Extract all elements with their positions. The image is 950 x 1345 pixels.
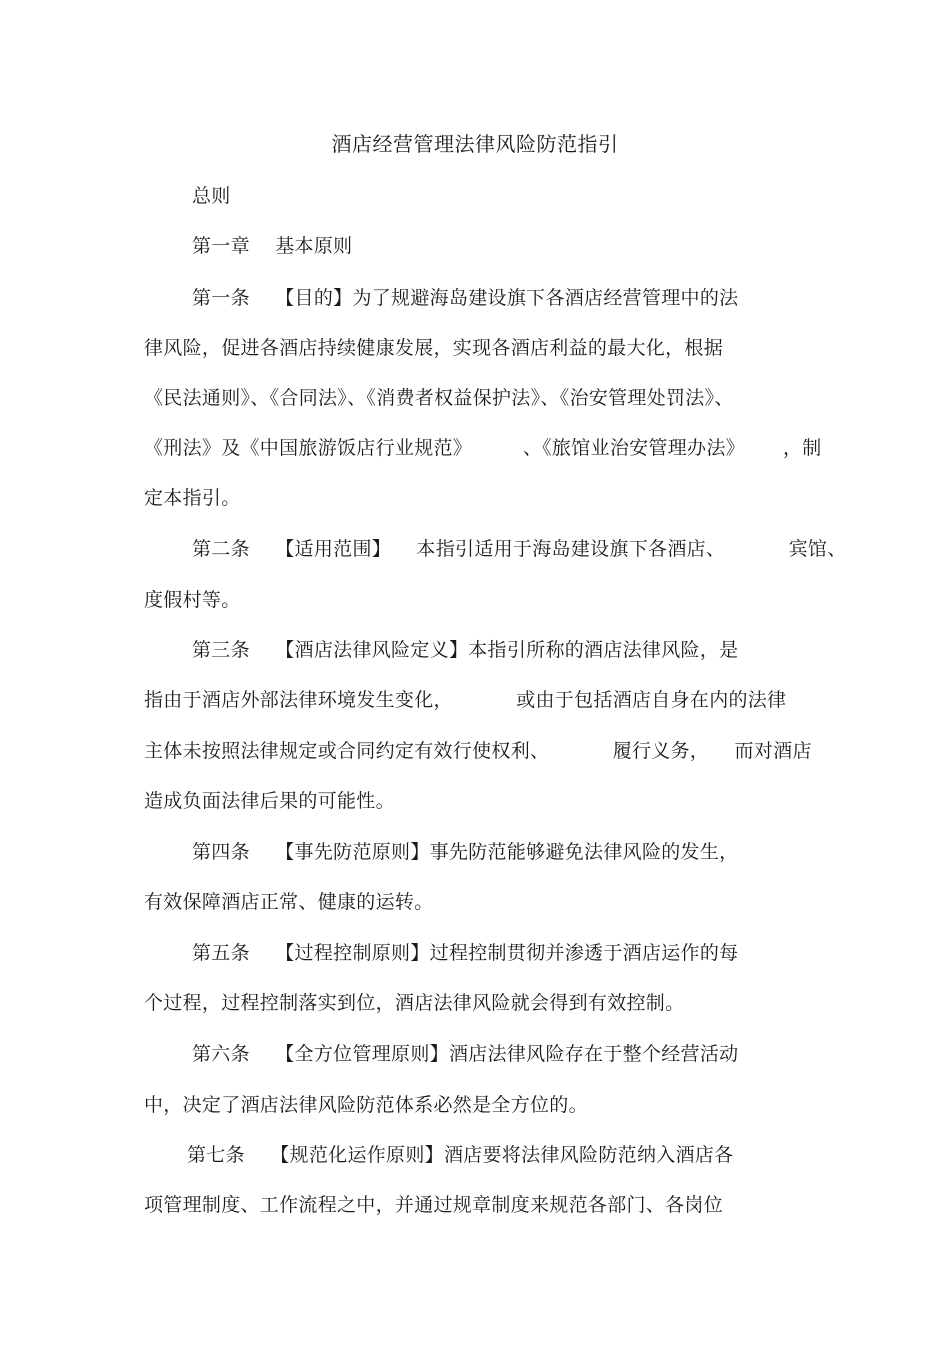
paragraph-line: 第一条 【目的】为了规避海岛建设旗下各酒店经营管理中的法 — [192, 287, 739, 309]
paragraph-line: 度假村等。 — [144, 589, 241, 611]
paragraph-line: 《民法通则》、《合同法》、《消费者权益保护法》、《治安管理处罚法》、 — [144, 387, 734, 409]
paragraph-line: 第五条 【过程控制原则】过程控制贯彻并渗透于酒店运作的每 — [192, 942, 739, 964]
paragraph-line: 律风险，促进各酒店持续健康发展，实现各酒店利益的最大化，根据 — [144, 337, 724, 359]
paragraph-line: 《刑法》及《中国旅游饭店行业规范》 、《旅馆业治安管理办法》 ，制 — [144, 437, 822, 459]
paragraph-line: 有效保障酒店正常、健康的运转。 — [144, 891, 434, 913]
section-heading: 总则 — [192, 185, 231, 207]
paragraph-line: 定本指引。 — [144, 487, 241, 509]
paragraph-line: 主体未按照法律规定或合同约定有效行使权利、 履行义务， 而对酒店 — [144, 740, 812, 762]
paragraph-line: 造成负面法律后果的可能性。 — [144, 790, 395, 812]
paragraph-line: 第六条 【全方位管理原则】酒店法律风险存在于整个经营活动 — [192, 1043, 739, 1065]
paragraph-line: 第四条 【事先防范原则】事先防范能够避免法律风险的发生， — [192, 841, 739, 863]
paragraph-line: 项管理制度、工作流程之中，并通过规章制度来规范各部门、各岗位 — [144, 1194, 724, 1216]
paragraph-line: 第三条 【酒店法律风险定义】本指引所称的酒店法律风险，是 — [192, 639, 739, 661]
document-title: 酒店经营管理法律风险防范指引 — [331, 132, 619, 156]
paragraph-line: 第七条 【规范化运作原则】酒店要将法律风险防范纳入酒店各 — [187, 1144, 734, 1166]
paragraph-line: 个过程，过程控制落实到位，酒店法律风险就会得到有效控制。 — [144, 992, 685, 1014]
paragraph-line: 中，决定了酒店法律风险防范体系必然是全方位的。 — [144, 1094, 588, 1116]
paragraph-line: 第二条 【适用范围】 本指引适用于海岛建设旗下各酒店、 宾馆、 — [192, 538, 847, 560]
paragraph-line: 指由于酒店外部法律环境发生变化， 或由于包括酒店自身在内的法律 — [144, 689, 787, 711]
chapter-heading: 第一章 基本原则 — [192, 235, 353, 257]
